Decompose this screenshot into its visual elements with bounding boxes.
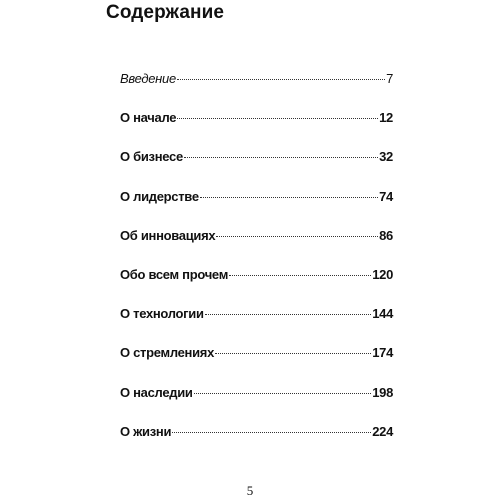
toc-entry-legacy[interactable]: [120, 383, 393, 422]
page-number: 5: [246, 483, 254, 498]
dot-leader: [177, 79, 385, 80]
toc-entry-page: 144: [372, 306, 393, 322]
dot-leader: [229, 275, 371, 276]
toc-entry-page: 7: [386, 71, 393, 86]
dot-leader: [177, 118, 378, 119]
toc-entry-introduction[interactable]: [120, 69, 393, 108]
toc-entry-label: О лидерстве: [120, 188, 199, 204]
toc-entry-label: О наследии: [120, 384, 193, 400]
toc-entry-aspirations[interactable]: [120, 343, 393, 382]
toc-entry-label: О технологии: [120, 306, 204, 322]
dot-leader: [184, 157, 378, 158]
toc-entry-leadership[interactable]: [120, 187, 393, 226]
toc-entry-label: О начале: [120, 110, 177, 126]
toc-entry-label: О бизнесе: [120, 149, 183, 165]
toc-entry-label: Обо всем прочем: [120, 266, 229, 282]
toc-entry-page: 174: [372, 345, 393, 361]
page-title: Содержание: [106, 2, 225, 23]
toc-entry-label: Введение: [120, 71, 176, 86]
dot-leader: [200, 197, 378, 198]
toc-entry-beginning[interactable]: [120, 108, 393, 147]
toc-entry-life[interactable]: [120, 422, 393, 461]
dot-leader: [194, 393, 372, 394]
toc-entry-business[interactable]: [120, 147, 393, 186]
toc-entry-page: 86: [379, 227, 393, 243]
toc-entry-innovation[interactable]: [120, 226, 393, 265]
toc-entry-technology[interactable]: [120, 304, 393, 343]
toc-entry-page: 12: [379, 110, 393, 126]
toc-entry-everything-else[interactable]: [120, 265, 393, 304]
toc-entry-page: 224: [372, 423, 393, 439]
toc-entry-page: 74: [379, 188, 393, 204]
toc-entry-page: 120: [372, 266, 393, 282]
toc-entry-label: О жизни: [120, 423, 172, 439]
toc-entry-page: 198: [372, 384, 393, 400]
table-of-contents: [120, 69, 393, 461]
dot-leader: [215, 353, 371, 354]
toc-entry-label: О стремлениях: [120, 345, 215, 361]
dot-leader: [216, 236, 378, 237]
toc-entry-page: 32: [379, 149, 393, 165]
toc-entry-label: Об инновациях: [120, 227, 216, 243]
dot-leader: [205, 314, 372, 315]
dot-leader: [172, 432, 371, 433]
